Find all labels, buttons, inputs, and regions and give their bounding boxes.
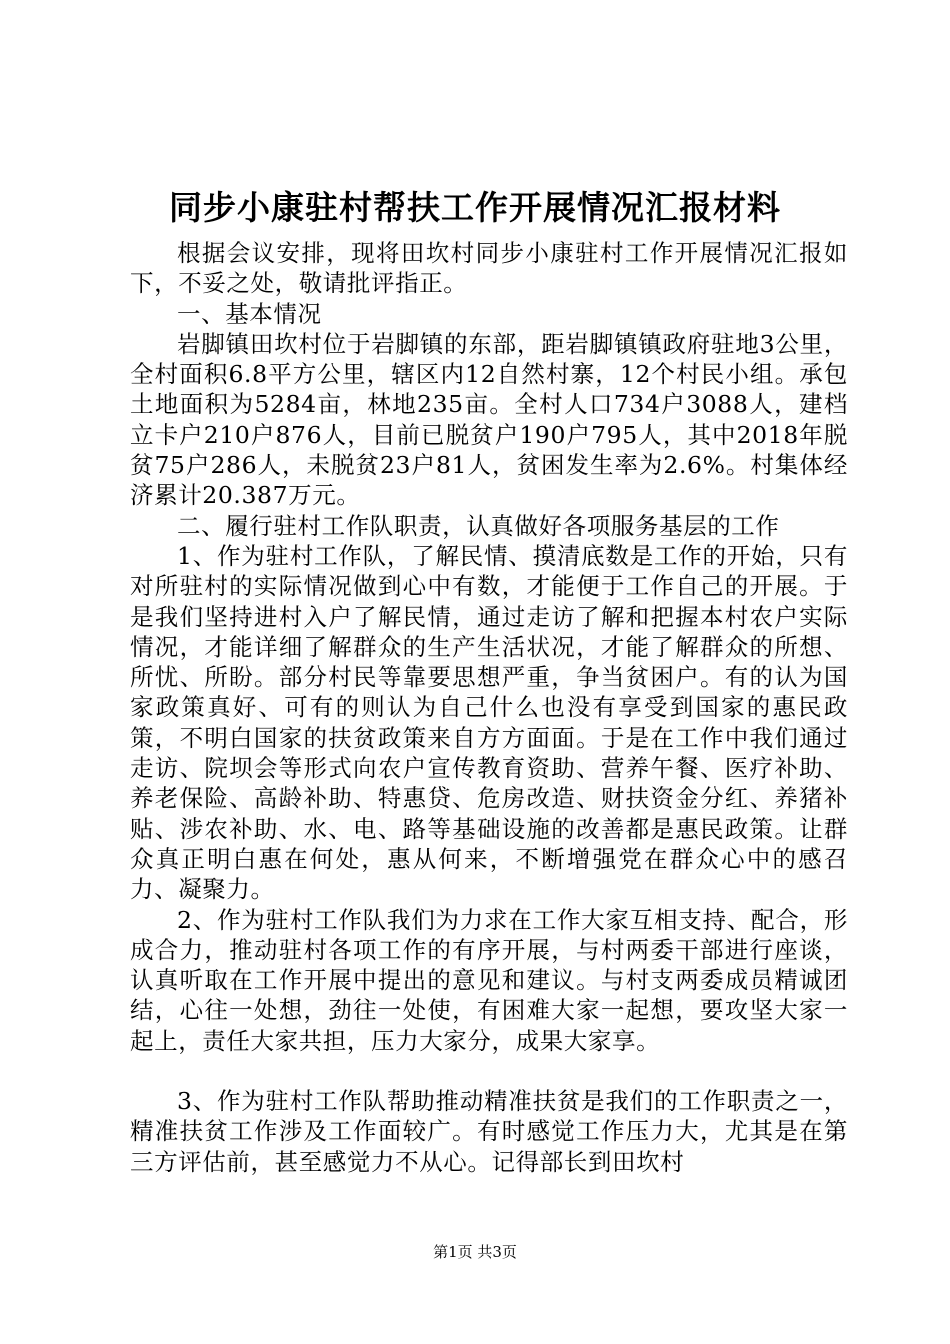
paragraph-duty-2: 2、作为驻村工作队我们为力求在工作大家互相支持、配合，形成合力，推动驻村各项工作的有序开展，与村两委干部进行座谈，认真听取在工作开展中提出的意见和建议。与村支两委成员精诚团结，心往一处想，劲往一处使，有困难大家一起想，要攻坚大家一起上，责任大家共担，压力大家分，成果大家享。 (130, 905, 848, 1055)
paragraph-duty-3: 3、作为驻村工作队帮助推动精准扶贫是我们的工作职责之一，精准扶贫工作涉及工作面较广。有时感觉工作压力大，尤其是在第三方评估前，甚至感觉力不从心。记得部长到田坎村 (130, 1087, 848, 1176)
section-heading-duties: 二、履行驻村工作队职责，认真做好各项服务基层的工作 (177, 511, 780, 540)
section-heading-basic-info: 一、基本情况 (177, 299, 322, 328)
paragraph-basic-info: 岩脚镇田坎村位于岩脚镇的东部，距岩脚镇镇政府驻地3公里，全村面积6.8平方公里，辖区内12自然村寨，12个村民小组。承包土地面积为5284亩，林地235亩。全村人口734户3088人，建档立卡户210户876人，目前已脱贫户190户795人，其中2018年脱贫75户286人，未脱贫23户81人，贫困发生率为2.6%。村集体经济累计20.387万元。 (130, 329, 848, 510)
document-body (130, 238, 848, 1177)
paragraph-duty-1: 1、作为驻村工作队，了解民情、摸清底数是工作的开始，只有对所驻村的实际情况做到心中有数，才能便于工作自己的开展。于是我们坚持进村入户了解民情，通过走访了解和把握本村农户实际情况，才能详细了解群众的生产生活状况，才能了解群众的所想、所忧、所盼。部分村民等靠要思想严重，争当贫困户。有的认为国家政策真好、可有的则认为自己什么也没有享受到国家的惠民政策，不明白国家的扶贫政策来自方方面面。于是在工作中我们通过走访、院坝会等形式向农户宣传教育资助、营养午餐、医疗补助、养老保险、高龄补助、特惠贷、危房改造、财扶资金分红、养猪补贴、涉农补助、水、电、路等基础设施的改善都是惠民政策。让群众真正明白惠在何处，惠从何来，不断增强党在群众心中的感召力、凝聚力。 (130, 541, 848, 904)
document-title: 同步小康驻村帮扶工作开展情况汇报材料 (169, 188, 781, 227)
page-footer: 第1页 共3页 (433, 1243, 517, 1261)
paragraph-intro: 根据会议安排，现将田坎村同步小康驻村工作开展情况汇报如下，不妥之处，敬请批评指正。 (130, 239, 848, 298)
